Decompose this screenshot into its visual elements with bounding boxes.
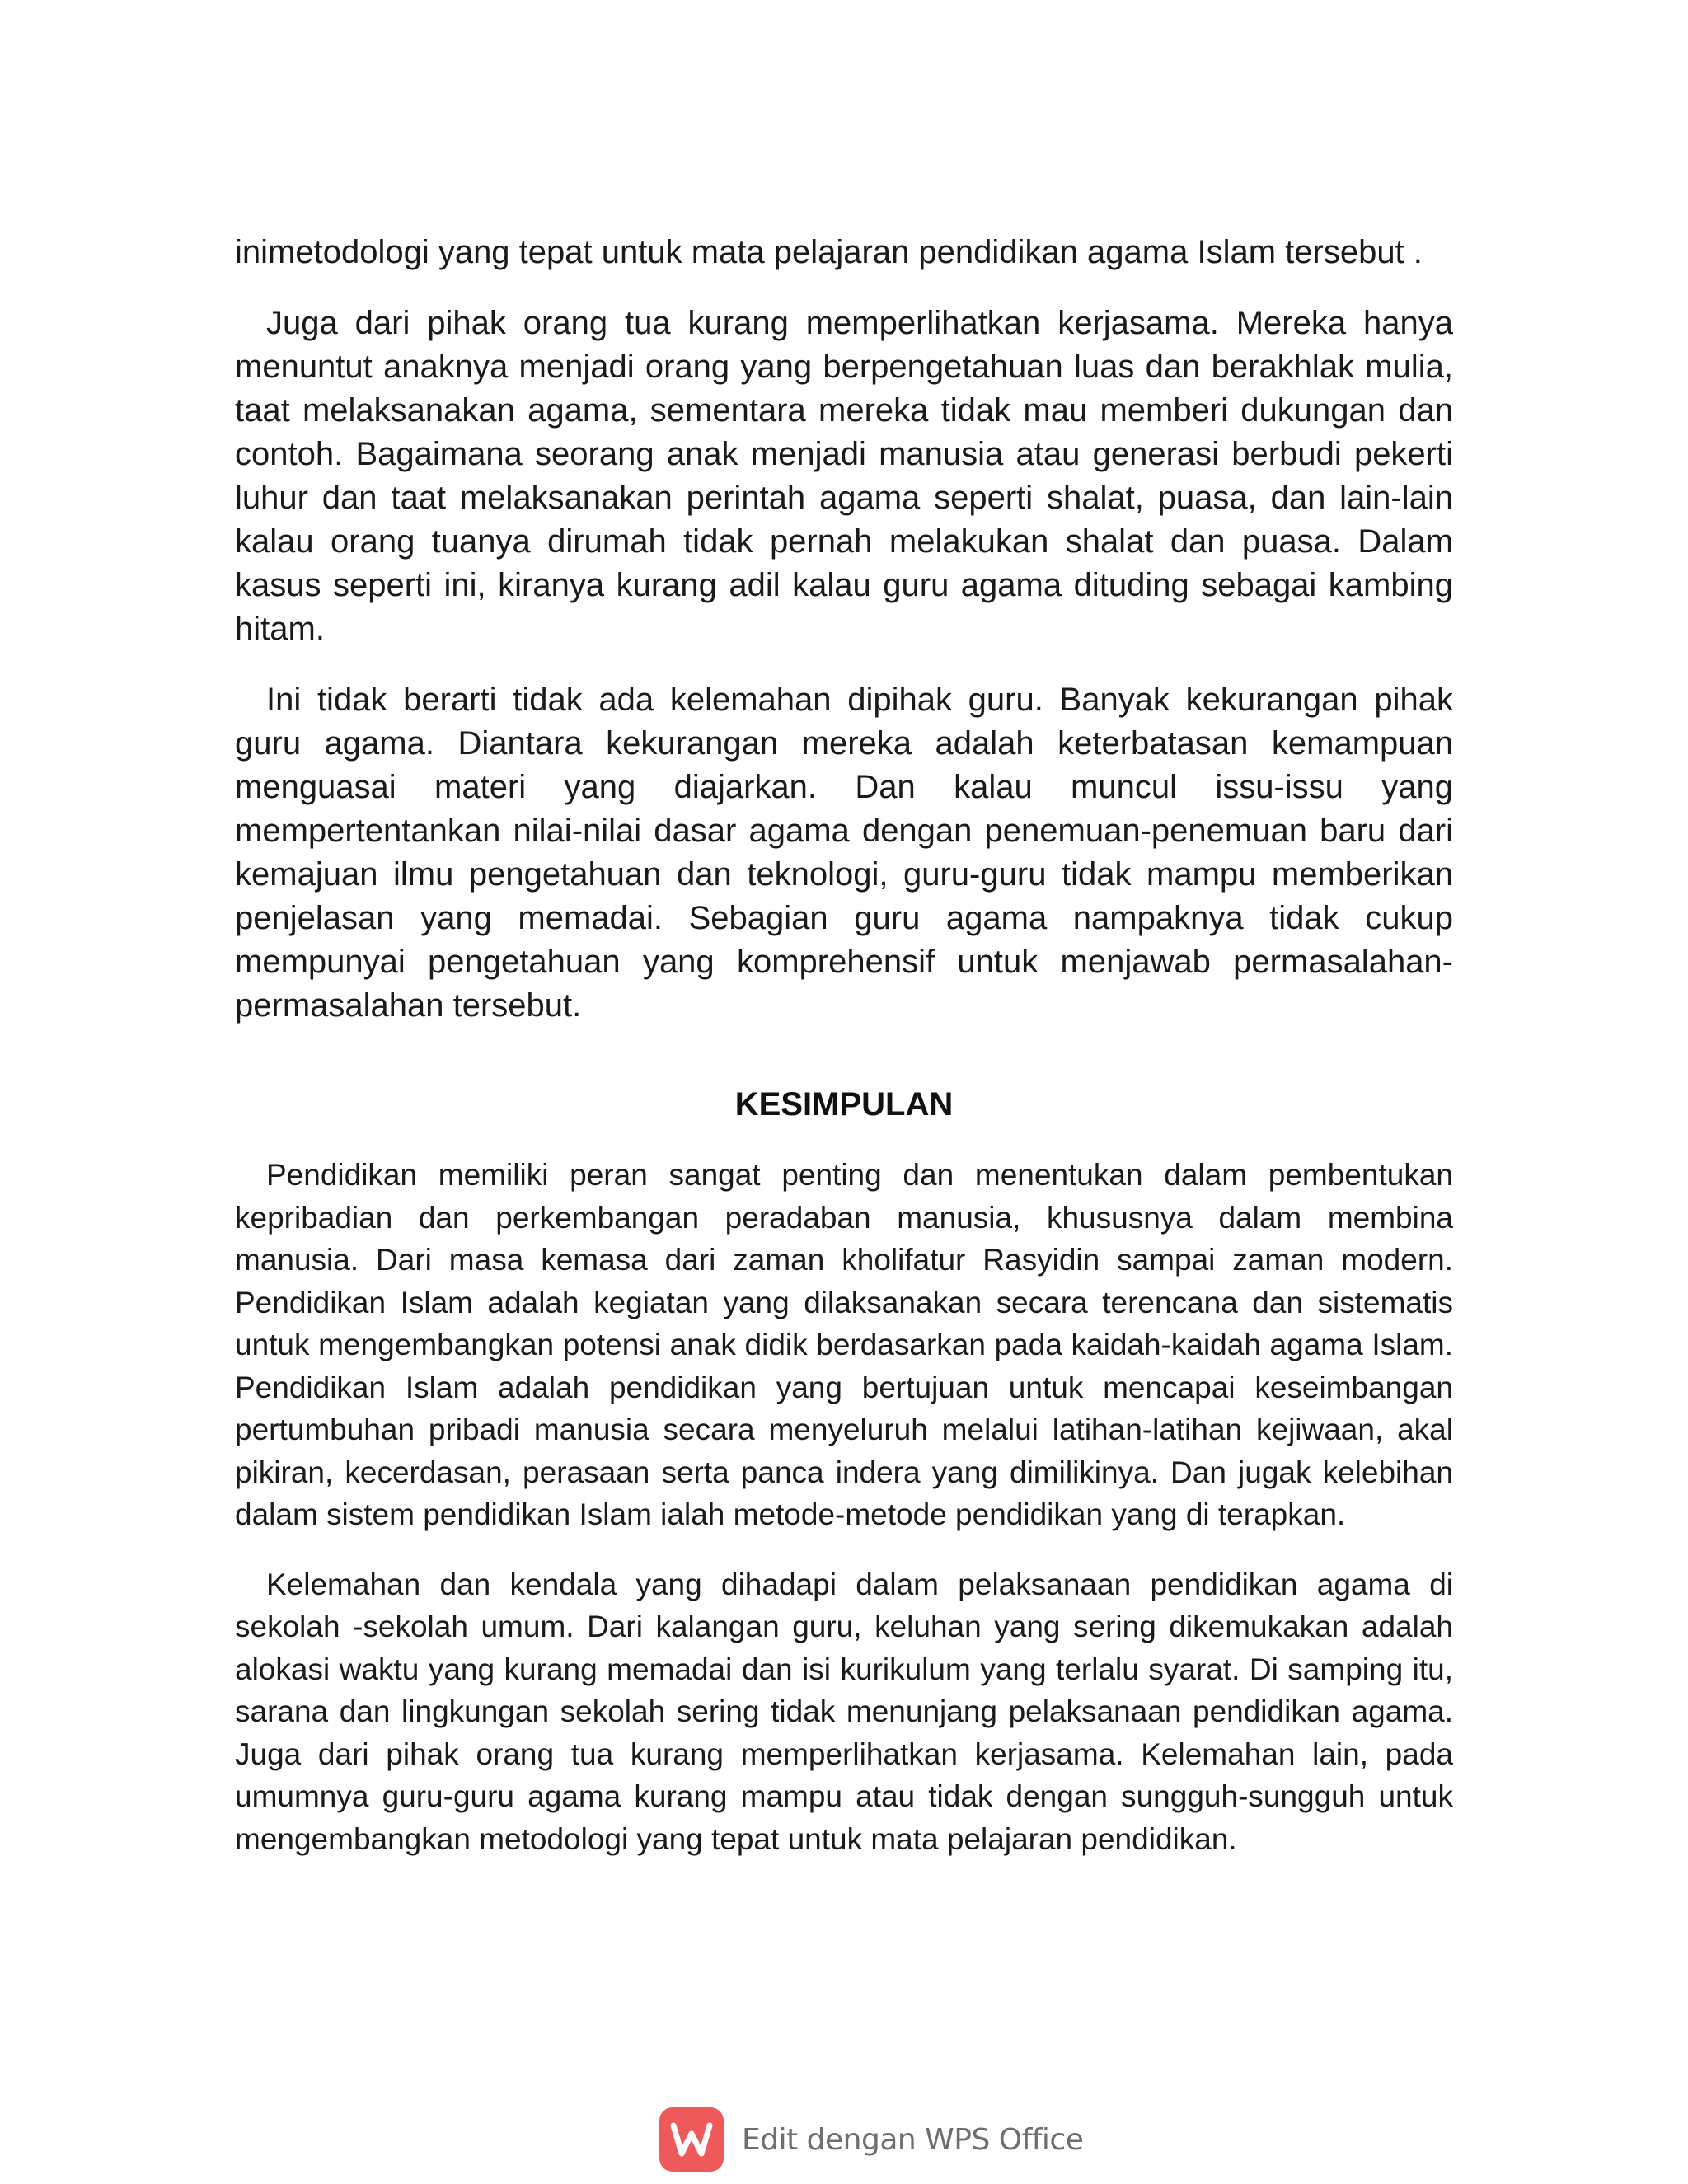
- conclusion-section: [235, 1154, 1453, 1860]
- wps-edit-label[interactable]: Edit dengan WPS Office: [742, 2122, 1084, 2157]
- body-section: [235, 231, 1453, 1028]
- paragraph-continuation: inimetodologi yang tepat untuk mata pelajaran pendidikan agama Islam tersebut .: [235, 234, 1423, 270]
- wps-office-logo-icon: [659, 2107, 724, 2172]
- paragraph-parents: Juga dari pihak orang tua kurang memperlihatkan kerjasama. Mereka hanya menuntut anaknya menjadi orang yang berpengetahuan luas dan berakhlak mulia, taat melaksanakan agama, sementara mereka tidak mau memberi dukungan dan contoh. Bagaimana seorang anak menjadi manusia atau generasi berbudi pekerti luhur dan taat melaksanakan perintah agama seperti shalat, puasa, dan lain-lain kalau orang tuanya dirumah tidak pernah melakukan shalat dan puasa. Dalam kasus seperti ini, kiranya kurang adil kalau guru agama dituding sebagai kambing hitam.: [235, 305, 1453, 647]
- wps-edit-banner[interactable]: [659, 2107, 1083, 2172]
- wps-w-glyph-icon: [670, 2121, 713, 2158]
- paragraph-conclusion-1: Pendidikan memiliki peran sangat penting dan menentukan dalam pembentukan kepribadian dan perkembangan peradaban manusia, khususnya dalam membina manusia. Dari masa kemasa dari zaman kholifatur Rasyidin sampai zaman modern. Pendidikan Islam adalah kegiatan yang dilaksanakan secara terencana dan sistematis untuk mengembangkan potensi anak didik berdasarkan pada kaidah-kaidah agama Islam. Pendidikan Islam adalah pendidikan yang bertujuan untuk mencapai keseimbangan pertumbuhan pribadi manusia secara menyeluruh melalui latihan-latihan kejiwaan, akal pikiran, kecerdasan, perasaan serta panca indera yang dimilikinya. Dan jugak kelebihan dalam sistem pendidikan Islam ialah metode-metode pendidikan yang di terapkan.: [235, 1158, 1453, 1531]
- paragraph-conclusion-2: Kelemahan dan kendala yang dihadapi dalam pelaksanaan pendidikan agama di sekolah -sekolah umum. Dari kalangan guru, keluhan yang sering dikemukakan adalah alokasi waktu yang kurang memadai dan isi kurikulum yang terlalu syarat. Di samping itu, sarana dan lingkungan sekolah sering tidak menunjang pelaksanaan pendidikan agama. Juga dari pihak orang tua kurang memperlihatkan kerjasama. Kelemahan lain, pada umumnya guru-guru agama kurang mampu atau tidak dengan sungguh-sungguh untuk mengembangkan metodologi yang tepat untuk mata pelajaran pendidikan.: [235, 1567, 1453, 1856]
- paragraph-teachers: Ini tidak berarti tidak ada kelemahan dipihak guru. Banyak kekurangan pihak guru agama. Diantara kekurangan mereka adalah keterbatasan kemampuan menguasai materi yang diajarkan. Dan kalau muncul issu-issu yang mempertentankan nilai-nilai dasar agama dengan penemuan-penemuan baru dari kemajuan ilmu pengetahuan dan teknologi, guru-guru tidak mampu memberikan penjelasan yang memadai. Sebagian guru agama nampaknya tidak cukup mempunyai pengetahuan yang komprehensif untuk menjawab permasalahan-permasalahan tersebut.: [235, 682, 1453, 1024]
- section-heading-kesimpulan: KESIMPULAN: [734, 1086, 954, 1122]
